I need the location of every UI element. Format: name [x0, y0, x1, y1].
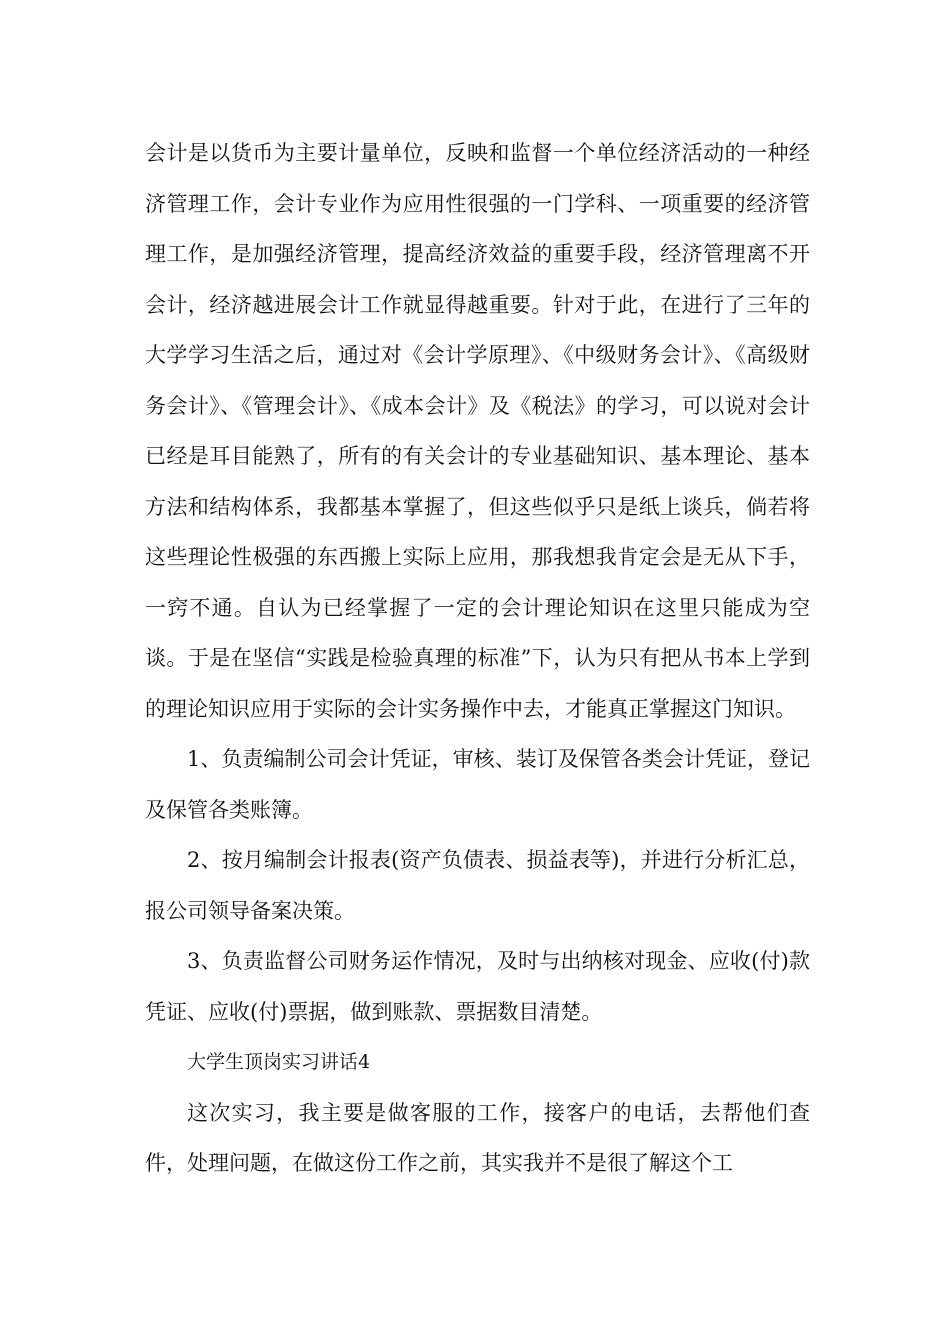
list-item-duty-2: 2、按月编制会计报表(资产负债表、损益表等)，并进行分析汇总，报公司领导备案决策。	[145, 848, 810, 923]
document-body	[145, 128, 810, 1189]
section-heading: 大学生顶岗实习讲话4	[187, 1051, 371, 1073]
paragraph-intro: 会计是以货币为主要计量单位，反映和监督一个单位经济活动的一种经济管理工作，会计专业作为应用性很强的一门学科、一项重要的经济管理工作，是加强经济管理，提高经济效益的重要手段，经济管理离不开会计，经济越进展会计工作就显得越重要。针对于此，在进行了三年的大学学习生活之后，通过对《会计学原理》、《中级财务会计》、《高级财务会计》、《管理会计》、《成本会计》及《税法》的学习，可以说对会计已经是耳目能熟了，所有的有关会计的专业基础知识、基本理论、基本方法和结构体系，我都基本掌握了，但这些似乎只是纸上谈兵，倘若将这些理论性极强的东西搬上实际上应用，那我想我肯定会是无从下手，一窍不通。自认为已经掌握了一定的会计理论知识在这里只能成为空谈。于是在坚信“实践是检验真理的标准”下，认为只有把从书本上学到的理论知识应用于实际的会计实务操作中去，才能真正掌握这门知识。	[145, 141, 810, 721]
paragraph-section-4: 这次实习，我主要是做客服的工作，接客户的电话，去帮他们查件，处理问题，在做这份工作之前，其实我并不是很了解这个工	[145, 1100, 810, 1175]
list-item-duty-1: 1、负责编制公司会计凭证，审核、装订及保管各类会计凭证，登记及保管各类账簿。	[145, 747, 810, 822]
list-item-duty-3: 3、负责监督公司财务运作情况，及时与出纳核对现金、应收(付)款凭证、应收(付)票据，做到账款、票据数目清楚。	[145, 949, 810, 1024]
